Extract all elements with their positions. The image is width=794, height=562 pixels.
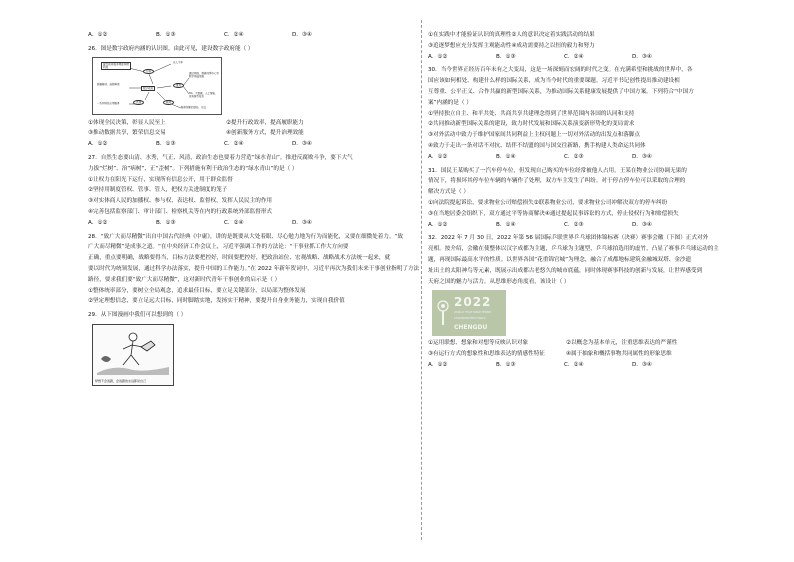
q30-stem-line3: 互尊重、公平正义、合作共赢的新型国际关系，为推动国际关系健康发展提供了中国方案。下列符合“中国方 xyxy=(428,88,694,95)
option-c[interactable]: C．②③ xyxy=(564,221,584,228)
page-fold-line xyxy=(421,20,422,540)
q28-stem-line2: 广大而尽精微”是成事之道。“在中央经济工作会议上，习近平强调工作的方法论：“干事业抓工作大方向要 xyxy=(88,244,349,251)
q28-stem-line5: 路径，要求我们要“致广大而尽精微”，这对新时代青年干事创业的启示是（ ） xyxy=(88,276,281,283)
q30-stem-line2: 国应该如何相处、构建什么样的国际关系，成为当今时代的重要课题。习近平书记创性提出推动建设相 xyxy=(428,78,680,85)
emblem-year: 2022 xyxy=(454,295,492,310)
option-c[interactable]: C．②④ xyxy=(224,141,244,148)
option-a[interactable]: A．①② xyxy=(428,361,448,368)
q28-item-2: ②坚定理想信念，要立足远大目标，同时脚踏实地，发扬实干精神，要提升自身业务能力，实现自我价值 xyxy=(88,298,345,305)
q26-items-row2 xyxy=(88,128,418,139)
q26-items-row1 xyxy=(88,118,418,129)
q31-item-row2: ③在当地居委会组织下，双方通过平等协商解决④通过提起民事诉讼的方式，停止侵权行为和赔偿损失 xyxy=(428,210,679,217)
q29-cartoon xyxy=(92,324,174,386)
option-d[interactable]: D．③④ xyxy=(292,32,312,38)
q27-item-3: ③对实体商人民的加播权、参与权、表达权、监督权，发挥人民民主的作用 xyxy=(88,198,273,205)
q32-item-1: ①运用联想、想象和对想等反映认识对象 xyxy=(428,340,529,347)
q26-item-2: ②提升行政效率，提高履职能力 xyxy=(226,119,304,126)
option-a[interactable]: A．①② xyxy=(428,221,448,228)
q26-diagram xyxy=(92,57,222,115)
emblem-line1: WORLD TEAM TABLE TENNIS xyxy=(454,311,492,315)
q30-options xyxy=(428,152,756,163)
prev-item-row1: ①在实践中才能验证认识的真理性②人的意识决定着实践活动的结果 xyxy=(428,32,595,38)
q27-item-4: ④完善包括监察部门、审计部门、检察机关等在内的行政系统外部监督形式 xyxy=(88,208,273,215)
diagram-goal-text: 提升政务服务效能和便利度 xyxy=(101,62,131,70)
q30-stem-line4: 案”内涵的是（ ） xyxy=(428,99,472,106)
q26-stem: 26．图是数字政府内涵的认识图。由此可见，建设数字政府能（ ） xyxy=(88,45,254,52)
q27-options xyxy=(88,218,418,229)
diagram-center-node: 数字政府 xyxy=(143,86,154,90)
q28-item-1: ①整体统率部分，要树立全局观念，追求最佳目标，要立足关键部分，以局部为整体发展 xyxy=(88,287,306,294)
diagram-apps-text: 一系列特色应用服务 xyxy=(97,101,120,105)
q32-stem-line3: 题，再现国际最高水平的性质。以世界各国“花重锦官城”为理念，融合了成都地标建筑金融城双塔、金沙遗 xyxy=(428,256,692,263)
q32-stem-line2: 亮相。按介绍，会徽在使整体以汉字成都为主题，乒乓球为主题型，乒乓球拍选用的虚竹，凸显了赛事乒乓球运动的主 xyxy=(428,246,719,253)
q26-item-3: ③推动数据共享，繁荣信息交易 xyxy=(88,130,166,137)
q28-stem-line1: 28．“致广大而尽精微”出自中国古代经典《中庸》，讲的是既要从大处着眼、尽心勉力地为行为而能化，又要在细微处着力。“致 xyxy=(88,233,404,240)
q32-options xyxy=(428,360,756,371)
option-c[interactable]: C．②④ xyxy=(564,53,584,60)
q32-emblem xyxy=(432,290,506,336)
q30-item-4: ④致力于走出一条对话不对抗、结伴不结盟的国与国交往新路，携手构建人类命运共同体 xyxy=(428,142,646,149)
option-b[interactable]: B．①③ xyxy=(156,141,176,148)
option-a[interactable]: A．①② xyxy=(428,53,448,60)
diagram-method-text: 服务创新的途径、方法 xyxy=(181,105,207,109)
option-b[interactable]: B．①④ xyxy=(496,153,516,160)
option-c[interactable]: C．②④ xyxy=(224,219,244,226)
right-column xyxy=(428,30,756,371)
option-b[interactable]: B．①③ xyxy=(496,361,516,368)
q27-stem-line1: 27．自然生态要山清、水秀，气正、风清，政治生态也要着力营造“绿水青山”。推进反腐败斗争，要下大气 xyxy=(88,154,353,161)
q26-item-1: ①体现全民决策，彰显人民至上 xyxy=(88,119,166,126)
cartoon-caption: 梦想不会逃跑，会逃跑的永远都是自己 xyxy=(95,379,147,384)
diagram-goal-node: 目标 xyxy=(143,69,154,74)
q26-item-4: ④创新服务方式，提升治理效能 xyxy=(226,130,304,137)
q30-item-3: ③对外活动中致力于维护国家间共同利益上主权问题上一切对外活动的出发点和落脚点 xyxy=(428,132,640,139)
q32-stem-line5: 天府之国的魅力与活力。从思维形态角度看，该设计（ ） xyxy=(428,278,570,285)
q26-options xyxy=(88,139,418,150)
q27-item-1: ①让权力在阳光下运行，实现所有信息公开，用于群众监督 xyxy=(88,176,233,183)
option-c[interactable]: C．②④ xyxy=(224,32,244,38)
q28-stem-line3: 正确，重点要明确，战略要得当，目标方法要把控好，时间要把控好，把政治站位、宏观战略、战略战术方法统一起来，就 xyxy=(88,255,391,262)
q32-items-row2 xyxy=(428,349,756,360)
left-column xyxy=(88,30,418,386)
q27-item-2: ②坚持用制度管权、管事、管人，把权力关进制度的笼子 xyxy=(88,187,228,194)
q30-item-2: ②共同推动新型国际关系的建设，致力时代发展和国际关系演变新形势化的变局需求 xyxy=(428,121,635,128)
option-a[interactable]: A．①② xyxy=(88,32,108,38)
option-a[interactable]: A．①② xyxy=(428,153,448,160)
option-d[interactable]: D．③④ xyxy=(632,361,652,368)
q28-stem-line4: 要以时代为统领发展，通过科学办法落实，提升中国的工作能力。”在 2022 年新年贺词中，习近平再次为我们未来干事创业指明了方法 xyxy=(88,265,420,272)
q32-item-2: ②以概念为基本单元，注重思维表达的严谨性 xyxy=(566,340,678,347)
option-b[interactable]: B．①③ xyxy=(156,219,176,226)
option-d[interactable]: D．③④ xyxy=(632,221,652,228)
q32-stem-line4: 址出土的太阳神鸟等元素，既展示出成都古老悠久的城市底蕴，同时体现赛事科技的创新与发展，让世界感受到 xyxy=(428,267,703,274)
q32-item-4: ④属于抽象和概括事物共同属性的形象思维 xyxy=(566,351,672,358)
q31-item-row1: ①向法院提起诉讼，要求物业公司赔偿损失②联系物业公司，要求物业公司冲解决双方的停车纠纷 xyxy=(428,199,668,206)
q30-item-1: ①坚持独立自主、和平共处、共商共享共建理念得到了世界范围内各国的认同和支持 xyxy=(428,110,635,117)
q31-stem-line1: 31．国民王某购买了一汽车停车位，但发现自己购买的车位经常被他人占用。王某在物业公司协调无果的 xyxy=(428,167,687,174)
diagram-promote-node: 推进 xyxy=(173,83,184,88)
diagram-tech-text: 5G、大数据、人工智能、区块链等技术 xyxy=(189,91,218,98)
q27-stem-line2: 力拔“烂树”、治“病树”、正“歪树”。下列措施有利于政治生态的“绿水青山”的是（ ） xyxy=(88,165,298,172)
option-d[interactable]: D．③④ xyxy=(292,141,312,148)
emblem-line2: CHAMPIONSHIPS FINALS xyxy=(454,317,486,321)
option-a[interactable]: A．①② xyxy=(88,141,108,148)
q32-items-row1 xyxy=(428,338,756,349)
q31-options xyxy=(428,220,756,231)
diagram-service-node: 服务 xyxy=(163,100,174,105)
q30-stem-line1: 30．当今世界正经历百年未有之大变局，这是一场深刻而宏阔的时代之变。在充满希望和挑战的世界中，各 xyxy=(428,67,693,74)
option-c[interactable]: C．②③ xyxy=(564,153,584,160)
diagram-show-node: 表现 xyxy=(133,100,144,105)
emblem-paddle-icon xyxy=(437,298,449,328)
option-d[interactable]: D．③④ xyxy=(632,53,652,60)
option-a[interactable]: A．①② xyxy=(88,219,108,226)
diagram-idea-text: 以人为本 xyxy=(173,60,184,64)
prev-item-row2: ③追逐梦想应充分发挥主观能动性④成功需要持之以恒的毅力和努力 xyxy=(428,42,595,49)
q25-options xyxy=(88,30,418,41)
q32-stem-line1: 32．2022 年 7 月 30 日，2022 年第 56 届国际乒联世界乒乓球团体锦标赛（决赛）赛事会徽（下图）正式对外 xyxy=(428,235,709,242)
option-d[interactable]: D．③④ xyxy=(632,153,652,160)
diagram-infra-text: 通过网络、数据共享中心等数字基础设施 xyxy=(189,71,220,78)
option-b[interactable]: B．①③ xyxy=(496,53,516,60)
diagram-data-text: 数据驱动、流程再造 xyxy=(97,82,120,86)
q31-stem-line2: 情况下，将损坏其停车位车辆的车辆作了处理，双方车主发生了纠纷。对于停占停车位可以采取的合理的 xyxy=(428,178,686,185)
q29-stem: 29．从下图漫画中我们可以想到的（ ） xyxy=(88,312,187,319)
cartoon-runner-icon xyxy=(93,325,173,385)
option-b[interactable]: B．①④ xyxy=(496,221,516,228)
option-c[interactable]: C．②④ xyxy=(564,361,584,368)
emblem-city: CHENGDU xyxy=(454,324,488,332)
option-d[interactable]: D．③④ xyxy=(292,219,312,226)
option-b[interactable]: B．①③ xyxy=(156,32,176,38)
prev-options xyxy=(428,52,756,63)
q32-item-3: ③有运行方式的想象性和思维表达的情感性特征 xyxy=(428,351,545,358)
q31-stem-line3: 解决方式是（ ） xyxy=(428,189,469,196)
